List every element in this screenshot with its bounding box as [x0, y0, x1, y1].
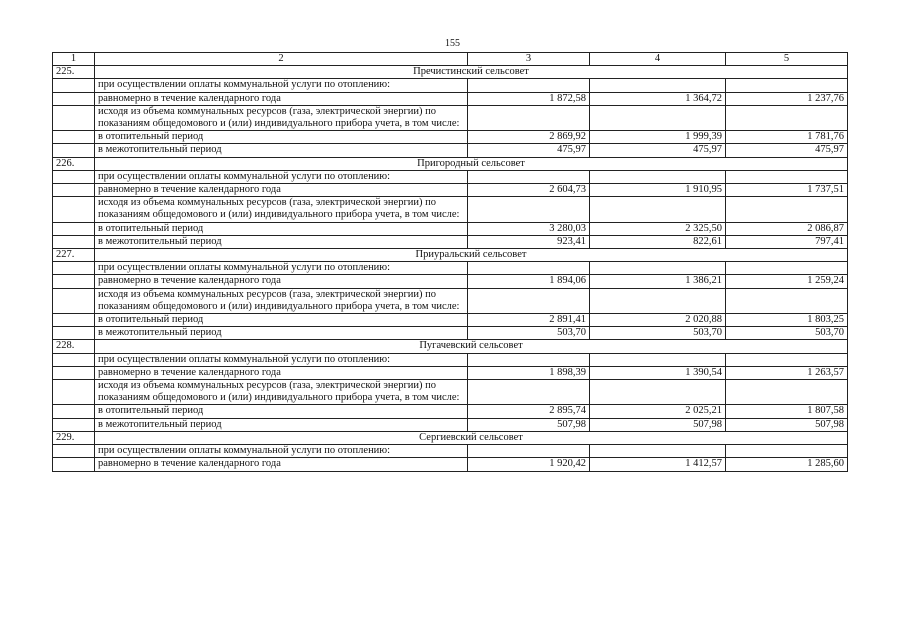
section-header-row [53, 249, 848, 262]
row-number-cell [53, 353, 95, 366]
value-col3: 2 604,73 [468, 184, 590, 197]
row-label: равномерно в течение календарного года [95, 458, 468, 471]
section-number: 228. [53, 340, 95, 353]
value-col4 [590, 380, 726, 405]
value-col4: 1 364,72 [590, 92, 726, 105]
value-col3 [468, 79, 590, 92]
row-label: в отопительный период [95, 314, 468, 327]
value-col3: 1 920,42 [468, 458, 590, 471]
row-number-cell [53, 184, 95, 197]
page-number: 155 [445, 38, 460, 49]
value-col4 [590, 288, 726, 313]
section-number: 225. [53, 66, 95, 79]
row-label: при осуществлении оплаты коммунальной услуги по отоплению: [95, 353, 468, 366]
table-row [53, 262, 848, 275]
value-col4 [590, 197, 726, 222]
value-col3 [468, 288, 590, 313]
value-col3: 1 894,06 [468, 275, 590, 288]
row-label: при осуществлении оплаты коммунальной услуги по отоплению: [95, 170, 468, 183]
tariff-table [52, 52, 848, 472]
table-row [53, 131, 848, 144]
header-cell-col2: 2 [95, 53, 468, 66]
value-col4 [590, 105, 726, 130]
value-col5 [726, 262, 848, 275]
row-label: в отопительный период [95, 131, 468, 144]
value-col4 [590, 445, 726, 458]
row-label: при осуществлении оплаты коммунальной услуги по отоплению: [95, 79, 468, 92]
value-col5 [726, 445, 848, 458]
value-col5 [726, 170, 848, 183]
row-number-cell [53, 366, 95, 379]
row-label: при осуществлении оплаты коммунальной услуги по отоплению: [95, 445, 468, 458]
value-col5: 475,97 [726, 144, 848, 157]
row-number-cell [53, 405, 95, 418]
row-label: исходя из объема коммунальных ресурсов (газа, электрической энергии) по показаниям общедомового и (или) индивидуального прибора учета, в том числе: [95, 197, 468, 222]
row-number-cell [53, 458, 95, 471]
value-col3 [468, 445, 590, 458]
row-number-cell [53, 222, 95, 235]
table-row [53, 405, 848, 418]
table-row [53, 184, 848, 197]
row-label: в межотопительный период [95, 418, 468, 431]
row-label: равномерно в течение календарного года [95, 275, 468, 288]
section-name: Пречистинский сельсовет [95, 66, 848, 79]
value-col4 [590, 353, 726, 366]
row-number-cell [53, 197, 95, 222]
value-col3 [468, 170, 590, 183]
table-row [53, 197, 848, 222]
value-col4: 1 412,57 [590, 458, 726, 471]
section-name: Пригородный сельсовет [95, 157, 848, 170]
row-label: исходя из объема коммунальных ресурсов (газа, электрической энергии) по показаниям общедомового и (или) индивидуального прибора учета, в том числе: [95, 105, 468, 130]
table-row [53, 235, 848, 248]
row-number-cell [53, 275, 95, 288]
section-number: 226. [53, 157, 95, 170]
table-row [53, 366, 848, 379]
value-col5: 503,70 [726, 327, 848, 340]
value-col3: 2 891,41 [468, 314, 590, 327]
table-row [53, 170, 848, 183]
table-row [53, 327, 848, 340]
header-cell-col3: 3 [468, 53, 590, 66]
row-number-cell [53, 418, 95, 431]
row-number-cell [53, 144, 95, 157]
value-col5 [726, 288, 848, 313]
value-col3: 2 895,74 [468, 405, 590, 418]
value-col5: 1 803,25 [726, 314, 848, 327]
row-number-cell [53, 170, 95, 183]
row-label: при осуществлении оплаты коммунальной услуги по отоплению: [95, 262, 468, 275]
row-label: равномерно в течение календарного года [95, 92, 468, 105]
section-name: Сергиевский сельсовет [95, 431, 848, 444]
value-col3 [468, 262, 590, 275]
value-col5: 1 807,58 [726, 405, 848, 418]
value-col5: 1 285,60 [726, 458, 848, 471]
value-col3: 475,97 [468, 144, 590, 157]
row-label: в межотопительный период [95, 235, 468, 248]
value-col4: 1 390,54 [590, 366, 726, 379]
row-number-cell [53, 105, 95, 130]
value-col3: 503,70 [468, 327, 590, 340]
row-label: равномерно в течение календарного года [95, 366, 468, 379]
row-number-cell [53, 380, 95, 405]
header-row [53, 53, 848, 66]
row-number-cell [53, 262, 95, 275]
value-col4 [590, 79, 726, 92]
table-row [53, 288, 848, 313]
row-number-cell [53, 314, 95, 327]
value-col4: 1 386,21 [590, 275, 726, 288]
value-col4: 2 020,88 [590, 314, 726, 327]
value-col4: 503,70 [590, 327, 726, 340]
header-cell-col1: 1 [53, 53, 95, 66]
value-col4 [590, 262, 726, 275]
row-number-cell [53, 235, 95, 248]
value-col3 [468, 380, 590, 405]
table-row [53, 418, 848, 431]
value-col5: 1 259,24 [726, 275, 848, 288]
value-col4 [590, 170, 726, 183]
value-col3: 3 280,03 [468, 222, 590, 235]
section-number: 227. [53, 249, 95, 262]
row-label: в межотопительный период [95, 327, 468, 340]
value-col5: 1 237,76 [726, 92, 848, 105]
value-col5 [726, 79, 848, 92]
value-col5: 797,41 [726, 235, 848, 248]
value-col3: 1 872,58 [468, 92, 590, 105]
section-name: Приуральский сельсовет [95, 249, 848, 262]
section-name: Пугачевский сельсовет [95, 340, 848, 353]
row-number-cell [53, 92, 95, 105]
table-row [53, 92, 848, 105]
row-label: равномерно в течение календарного года [95, 184, 468, 197]
table-row [53, 222, 848, 235]
table-row [53, 445, 848, 458]
value-col5 [726, 353, 848, 366]
table-row [53, 144, 848, 157]
value-col5 [726, 105, 848, 130]
value-col5: 2 086,87 [726, 222, 848, 235]
value-col5 [726, 197, 848, 222]
table-row [53, 314, 848, 327]
value-col4: 2 325,50 [590, 222, 726, 235]
value-col5: 1 737,51 [726, 184, 848, 197]
table-row [53, 275, 848, 288]
value-col3 [468, 197, 590, 222]
table-row [53, 380, 848, 405]
value-col3: 2 869,92 [468, 131, 590, 144]
value-col3: 923,41 [468, 235, 590, 248]
row-label: исходя из объема коммунальных ресурсов (газа, электрической энергии) по показаниям общедомового и (или) индивидуального прибора учета, в том числе: [95, 380, 468, 405]
table-row [53, 105, 848, 130]
row-number-cell [53, 79, 95, 92]
value-col4: 1 910,95 [590, 184, 726, 197]
value-col4: 2 025,21 [590, 405, 726, 418]
row-label: в межотопительный период [95, 144, 468, 157]
row-label: в отопительный период [95, 405, 468, 418]
section-header-row [53, 431, 848, 444]
row-label: исходя из объема коммунальных ресурсов (газа, электрической энергии) по показаниям общедомового и (или) индивидуального прибора учета, в том числе: [95, 288, 468, 313]
value-col3: 507,98 [468, 418, 590, 431]
value-col4: 507,98 [590, 418, 726, 431]
value-col5: 1 263,57 [726, 366, 848, 379]
table-row [53, 458, 848, 471]
value-col4: 475,97 [590, 144, 726, 157]
value-col5: 507,98 [726, 418, 848, 431]
section-header-row [53, 157, 848, 170]
row-number-cell [53, 445, 95, 458]
header-cell-col5: 5 [726, 53, 848, 66]
value-col5 [726, 380, 848, 405]
row-number-cell [53, 288, 95, 313]
value-col5: 1 781,76 [726, 131, 848, 144]
table-row [53, 353, 848, 366]
row-number-cell [53, 327, 95, 340]
value-col3 [468, 105, 590, 130]
section-header-row [53, 340, 848, 353]
table-row [53, 79, 848, 92]
section-number: 229. [53, 431, 95, 444]
header-cell-col4: 4 [590, 53, 726, 66]
value-col4: 1 999,39 [590, 131, 726, 144]
row-number-cell [53, 131, 95, 144]
value-col3 [468, 353, 590, 366]
value-col4: 822,61 [590, 235, 726, 248]
section-header-row [53, 66, 848, 79]
row-label: в отопительный период [95, 222, 468, 235]
value-col3: 1 898,39 [468, 366, 590, 379]
